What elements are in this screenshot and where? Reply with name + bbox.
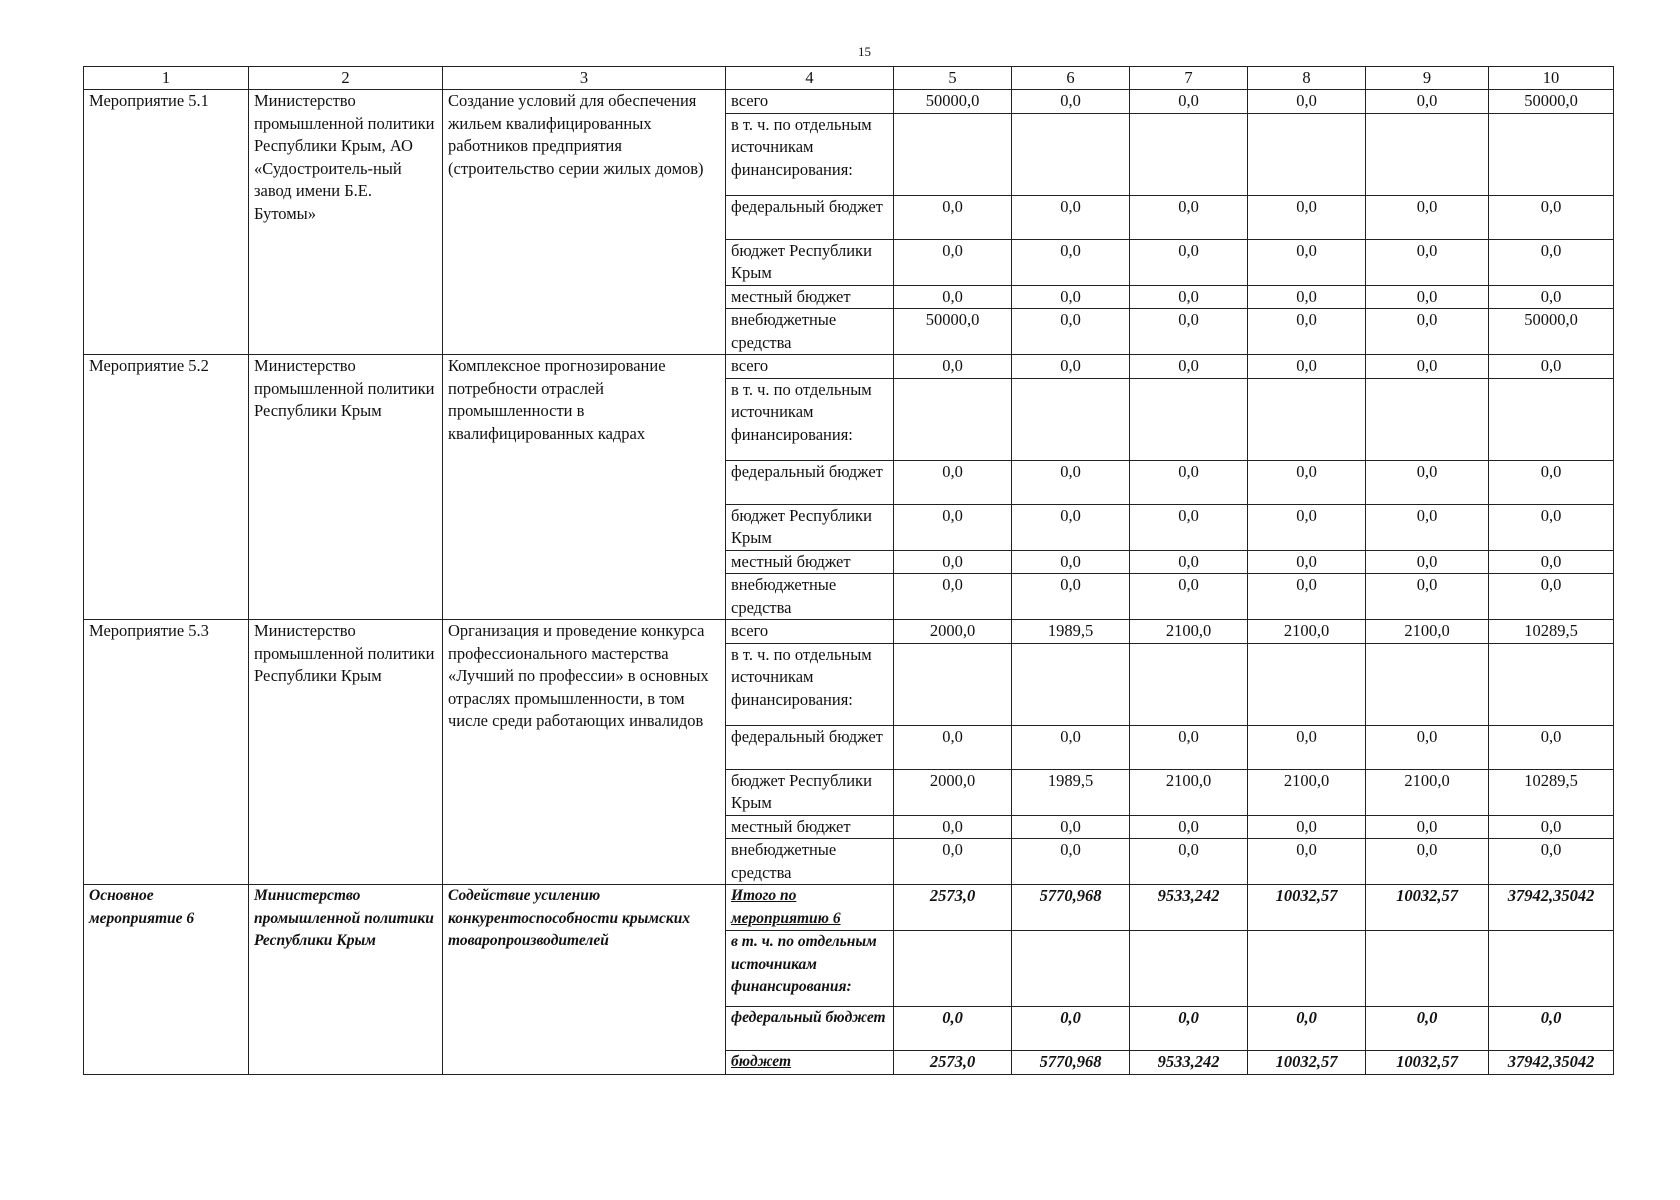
value-cell	[1489, 113, 1614, 195]
value-cell: 0,0	[1130, 815, 1248, 839]
header-col-6: 6	[1012, 67, 1130, 90]
source-cell: внебюджетные средства	[726, 574, 894, 620]
value-cell: 10032,57	[1248, 885, 1366, 931]
source-cell: внебюджетные средства	[726, 839, 894, 885]
value-cell: 0,0	[1248, 309, 1366, 355]
value-cell: 2573,0	[894, 1051, 1012, 1075]
description-cell: Организация и проведение конкурса профессионального мастерства «Лучший по профессии» в основных отраслях промышленности, в том числе среди работающих инвалидов	[443, 620, 726, 885]
value-cell: 2100,0	[1248, 769, 1366, 815]
table-row	[84, 90, 1614, 114]
value-cell: 0,0	[1012, 1007, 1130, 1051]
value-cell	[1130, 378, 1248, 460]
value-cell	[1366, 643, 1489, 725]
value-cell: 0,0	[894, 285, 1012, 309]
value-cell	[1248, 378, 1366, 460]
value-cell: 0,0	[1489, 239, 1614, 285]
value-cell: 0,0	[1130, 285, 1248, 309]
executor-cell: Министерство промышленной политики Республики Крым	[249, 620, 443, 885]
value-cell	[1248, 643, 1366, 725]
value-cell: 0,0	[1248, 285, 1366, 309]
value-cell: 0,0	[1130, 90, 1248, 114]
value-cell: 0,0	[1012, 90, 1130, 114]
value-cell: 0,0	[894, 195, 1012, 239]
value-cell: 0,0	[894, 550, 1012, 574]
value-cell: 2000,0	[894, 620, 1012, 644]
source-cell: всего	[726, 355, 894, 379]
value-cell: 0,0	[1248, 195, 1366, 239]
value-cell	[1012, 931, 1130, 1007]
value-cell: 9533,242	[1130, 1051, 1248, 1075]
source-cell: внебюджетные средства	[726, 309, 894, 355]
executor-cell: Министерство промышленной политики Республики Крым, АО «Судостроитель-ный завод имени Б.Е. Бутомы»	[249, 90, 443, 355]
value-cell	[894, 643, 1012, 725]
value-cell: 0,0	[1366, 815, 1489, 839]
value-cell: 0,0	[894, 815, 1012, 839]
source-cell: бюджет	[726, 1051, 894, 1075]
value-cell: 0,0	[894, 574, 1012, 620]
value-cell: 0,0	[1366, 725, 1489, 769]
source-cell: местный бюджет	[726, 285, 894, 309]
value-cell: 0,0	[1012, 285, 1130, 309]
value-cell: 0,0	[1366, 504, 1489, 550]
value-cell: 0,0	[1489, 550, 1614, 574]
value-cell: 0,0	[894, 839, 1012, 885]
table-row	[84, 620, 1614, 644]
value-cell: 2100,0	[1366, 769, 1489, 815]
header-col-4: 4	[726, 67, 894, 90]
value-cell: 0,0	[1366, 550, 1489, 574]
value-cell: 2100,0	[1130, 620, 1248, 644]
value-cell: 0,0	[1248, 90, 1366, 114]
value-cell: 0,0	[1489, 355, 1614, 379]
value-cell: 10032,57	[1248, 1051, 1366, 1075]
value-cell: 10289,5	[1489, 620, 1614, 644]
value-cell: 0,0	[1130, 574, 1248, 620]
value-cell: 0,0	[1130, 355, 1248, 379]
table-body	[84, 90, 1614, 1075]
page-number: 15	[858, 44, 871, 59]
header-row	[84, 67, 1614, 90]
value-cell: 1989,5	[1012, 769, 1130, 815]
value-cell: 50000,0	[1489, 90, 1614, 114]
value-cell	[1366, 378, 1489, 460]
value-cell	[1489, 378, 1614, 460]
value-cell: 0,0	[1248, 355, 1366, 379]
value-cell: 0,0	[1248, 725, 1366, 769]
source-cell: в т. ч. по отдельным источникам финансирования:	[726, 643, 894, 725]
value-cell: 0,0	[1489, 195, 1614, 239]
value-cell: 0,0	[1012, 550, 1130, 574]
value-cell: 0,0	[894, 355, 1012, 379]
source-cell: Итого по мероприятию 6	[726, 885, 894, 931]
value-cell: 0,0	[1248, 239, 1366, 285]
value-cell	[894, 931, 1012, 1007]
value-cell: 0,0	[1248, 504, 1366, 550]
value-cell: 2100,0	[1366, 620, 1489, 644]
source-cell: в т. ч. по отдельным источникам финансирования:	[726, 931, 894, 1007]
description-cell: Содействие усилению конкурентоспособности крымских товаропроизводителей	[443, 885, 726, 1075]
value-cell: 0,0	[1248, 460, 1366, 504]
source-cell: федеральный бюджет	[726, 725, 894, 769]
measure-cell: Мероприятие 5.2	[84, 355, 249, 620]
value-cell: 37942,35042	[1489, 885, 1614, 931]
value-cell: 50000,0	[1489, 309, 1614, 355]
value-cell: 0,0	[1012, 815, 1130, 839]
value-cell: 0,0	[1130, 839, 1248, 885]
value-cell: 0,0	[1366, 239, 1489, 285]
value-cell: 0,0	[1366, 574, 1489, 620]
financing-table	[83, 66, 1614, 1075]
source-cell: местный бюджет	[726, 550, 894, 574]
value-cell: 1989,5	[1012, 620, 1130, 644]
value-cell: 0,0	[894, 725, 1012, 769]
value-cell: 0,0	[1012, 725, 1130, 769]
value-cell: 0,0	[1248, 815, 1366, 839]
source-cell: всего	[726, 620, 894, 644]
value-cell: 0,0	[1012, 355, 1130, 379]
value-cell: 0,0	[1489, 839, 1614, 885]
value-cell	[1366, 931, 1489, 1007]
value-cell	[1248, 113, 1366, 195]
value-cell: 0,0	[1130, 309, 1248, 355]
value-cell: 2000,0	[894, 769, 1012, 815]
value-cell: 0,0	[1366, 285, 1489, 309]
value-cell: 0,0	[1130, 460, 1248, 504]
value-cell: 0,0	[1366, 460, 1489, 504]
value-cell: 0,0	[1366, 355, 1489, 379]
header-col-5: 5	[894, 67, 1012, 90]
source-cell: бюджет Республики Крым	[726, 769, 894, 815]
value-cell: 0,0	[894, 1007, 1012, 1051]
value-cell: 0,0	[1248, 574, 1366, 620]
value-cell: 5770,968	[1012, 1051, 1130, 1075]
header-col-10: 10	[1489, 67, 1614, 90]
value-cell	[894, 113, 1012, 195]
value-cell	[894, 378, 1012, 460]
value-cell: 0,0	[1012, 574, 1130, 620]
source-cell: бюджет Республики Крым	[726, 504, 894, 550]
value-cell: 0,0	[1130, 550, 1248, 574]
value-cell: 0,0	[1130, 504, 1248, 550]
value-cell: 0,0	[1366, 309, 1489, 355]
source-cell: местный бюджет	[726, 815, 894, 839]
value-cell	[1012, 643, 1130, 725]
header-col-1: 1	[84, 67, 249, 90]
value-cell: 0,0	[1489, 574, 1614, 620]
value-cell: 0,0	[1489, 725, 1614, 769]
source-cell: бюджет Республики Крым	[726, 239, 894, 285]
value-cell: 0,0	[1130, 1007, 1248, 1051]
value-cell: 0,0	[1366, 839, 1489, 885]
value-cell: 0,0	[1489, 1007, 1614, 1051]
value-cell: 0,0	[1366, 1007, 1489, 1051]
value-cell: 0,0	[1130, 239, 1248, 285]
header-col-3: 3	[443, 67, 726, 90]
value-cell	[1248, 931, 1366, 1007]
value-cell: 0,0	[1248, 839, 1366, 885]
value-cell: 2573,0	[894, 885, 1012, 931]
table-row	[84, 885, 1614, 931]
value-cell: 0,0	[894, 504, 1012, 550]
value-cell: 0,0	[1012, 504, 1130, 550]
value-cell: 10289,5	[1489, 769, 1614, 815]
source-cell: всего	[726, 90, 894, 114]
value-cell: 0,0	[1366, 90, 1489, 114]
description-cell: Комплексное прогнозирование потребности отраслей промышленности в квалифицированных кадрах	[443, 355, 726, 620]
value-cell: 0,0	[894, 239, 1012, 285]
value-cell: 0,0	[1366, 195, 1489, 239]
value-cell: 0,0	[1248, 550, 1366, 574]
value-cell	[1489, 643, 1614, 725]
value-cell: 0,0	[1489, 460, 1614, 504]
description-cell: Создание условий для обеспечения жильем квалифицированных работников предприятия (строительство серии жилых домов)	[443, 90, 726, 355]
value-cell: 2100,0	[1248, 620, 1366, 644]
value-cell: 0,0	[1012, 460, 1130, 504]
value-cell	[1012, 113, 1130, 195]
value-cell: 10032,57	[1366, 885, 1489, 931]
value-cell: 0,0	[1248, 1007, 1366, 1051]
value-cell: 50000,0	[894, 309, 1012, 355]
value-cell: 0,0	[1012, 309, 1130, 355]
value-cell: 0,0	[1489, 504, 1614, 550]
measure-cell: Мероприятие 5.3	[84, 620, 249, 885]
source-cell: в т. ч. по отдельным источникам финансирования:	[726, 378, 894, 460]
header-col-2: 2	[249, 67, 443, 90]
source-cell: федеральный бюджет	[726, 1007, 894, 1051]
executor-cell: Министерство промышленной политики Республики Крым	[249, 885, 443, 1075]
value-cell: 9533,242	[1130, 885, 1248, 931]
value-cell: 0,0	[1130, 725, 1248, 769]
value-cell	[1130, 643, 1248, 725]
value-cell: 0,0	[1012, 839, 1130, 885]
measure-cell: Основное мероприятие 6	[84, 885, 249, 1075]
header-col-7: 7	[1130, 67, 1248, 90]
source-cell: федеральный бюджет	[726, 195, 894, 239]
value-cell: 0,0	[1489, 815, 1614, 839]
table-row	[84, 355, 1614, 379]
value-cell: 0,0	[1012, 239, 1130, 285]
header-col-8: 8	[1248, 67, 1366, 90]
header-col-9: 9	[1366, 67, 1489, 90]
value-cell: 5770,968	[1012, 885, 1130, 931]
value-cell: 0,0	[1130, 195, 1248, 239]
value-cell	[1489, 931, 1614, 1007]
source-cell: в т. ч. по отдельным источникам финансирования:	[726, 113, 894, 195]
value-cell: 37942,35042	[1489, 1051, 1614, 1075]
value-cell	[1366, 113, 1489, 195]
value-cell: 10032,57	[1366, 1051, 1489, 1075]
value-cell: 0,0	[894, 460, 1012, 504]
value-cell: 0,0	[1012, 195, 1130, 239]
executor-cell: Министерство промышленной политики Республики Крым	[249, 355, 443, 620]
source-cell: федеральный бюджет	[726, 460, 894, 504]
value-cell	[1012, 378, 1130, 460]
value-cell: 0,0	[1489, 285, 1614, 309]
value-cell	[1130, 931, 1248, 1007]
value-cell: 2100,0	[1130, 769, 1248, 815]
value-cell: 50000,0	[894, 90, 1012, 114]
value-cell	[1130, 113, 1248, 195]
measure-cell: Мероприятие 5.1	[84, 90, 249, 355]
